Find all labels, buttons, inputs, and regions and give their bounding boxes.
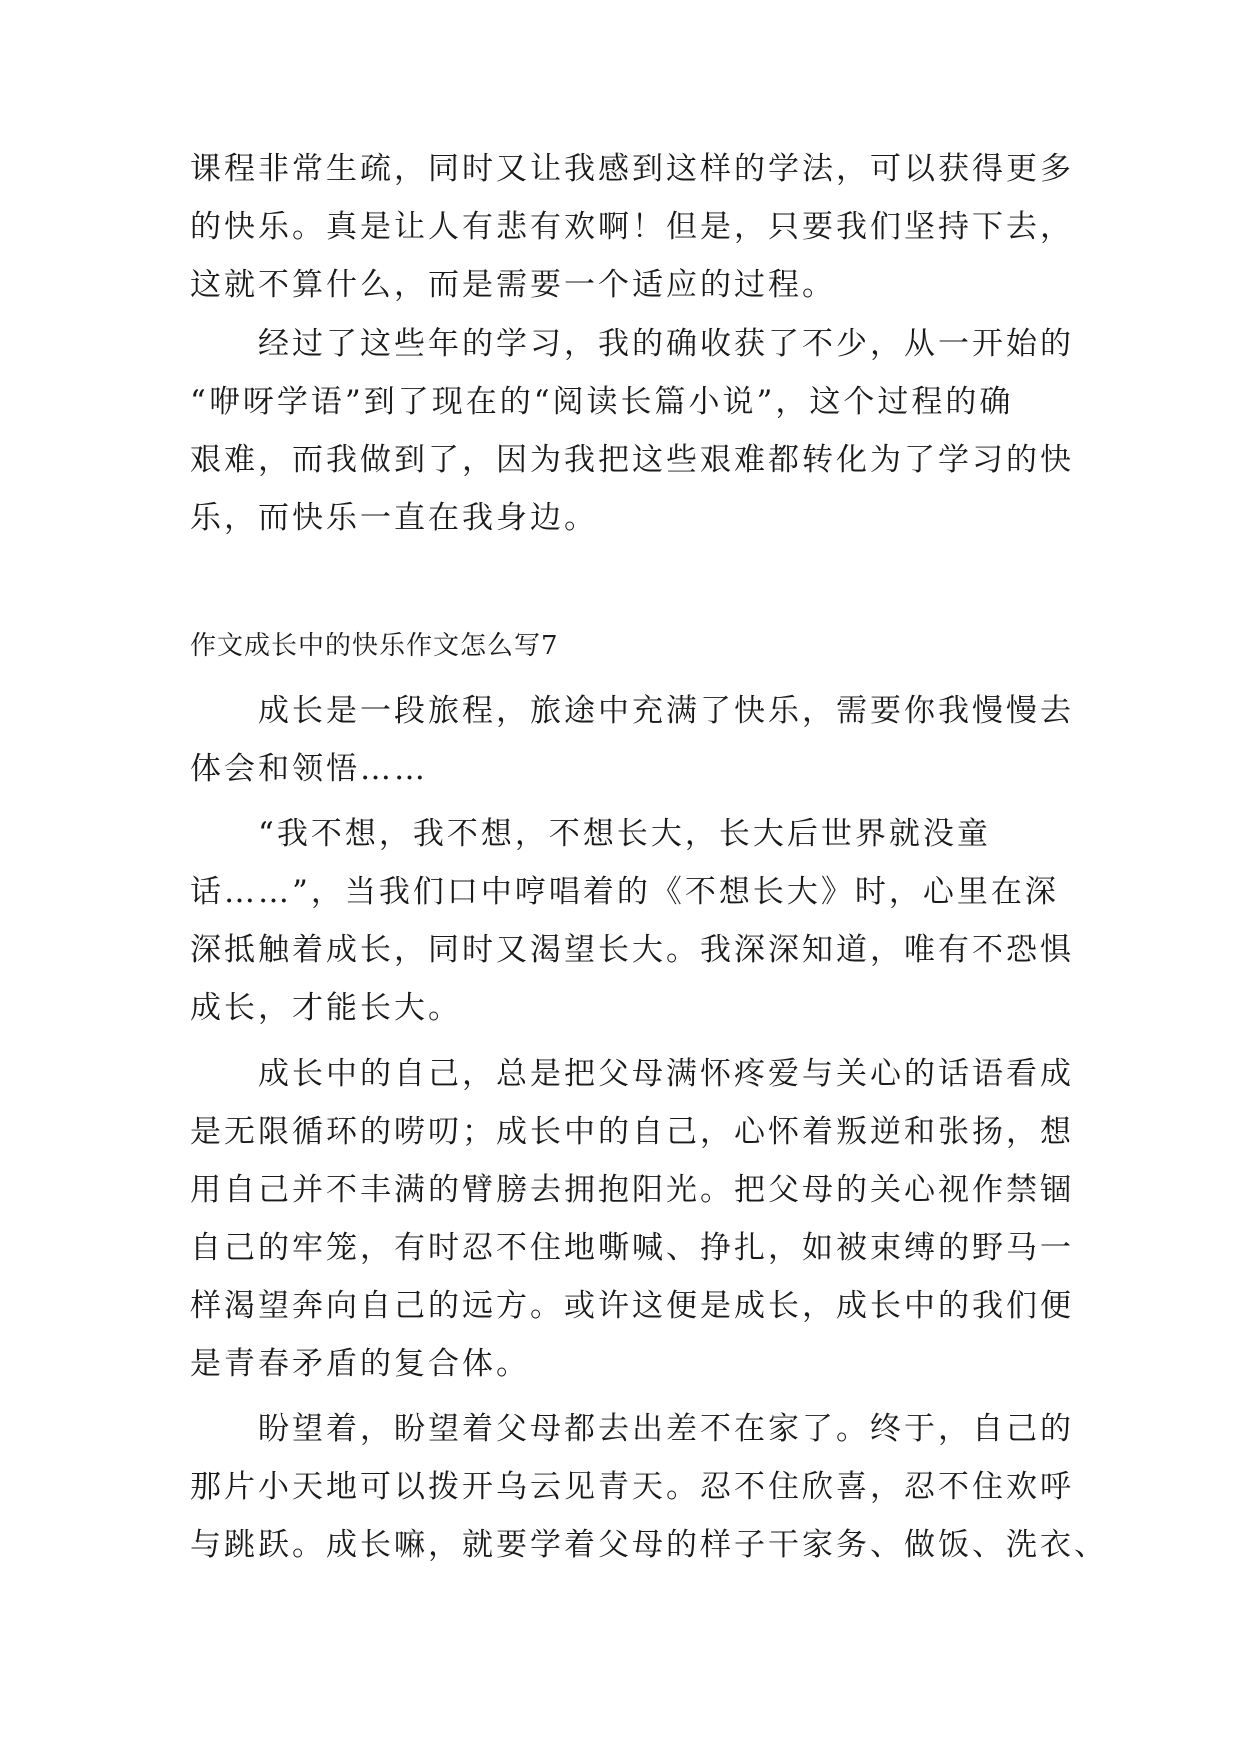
paragraph <box>190 315 1074 547</box>
text-line: 那片小天地可以拨开乌云见青天。忍不住欣喜，忍不住欢呼 <box>190 1469 1074 1505</box>
section-heading-block <box>190 617 1070 675</box>
paragraph <box>190 682 1074 798</box>
text-line: 用自己并不丰满的臂膀去拥抱阳光。把父母的关心视作禁锢 <box>190 1172 1074 1208</box>
text-line: 话……”，当我们口中哼唱着的《不想长大》时，心里在深 <box>190 874 1059 910</box>
text-line: 是无限循环的唠叨；成长中的自己，心怀着叛逆和张扬，想 <box>190 1114 1074 1150</box>
text-line: “咿呀学语”到了现在的“阅读长篇小说”，这个过程的确 <box>190 384 1014 420</box>
paragraph-continuation <box>190 140 1074 314</box>
text-line: 深抵触着成长，同时又渴望长大。我深深知道，唯有不恐惧 <box>190 932 1074 968</box>
paragraph <box>190 1045 1074 1393</box>
text-line: 的快乐。真是让人有悲有欢啊！但是，只要我们坚持下去， <box>190 209 1074 245</box>
text-line: 自己的牢笼，有时忍不住地嘶喊、挣扎，如被束缚的野马一 <box>190 1230 1074 1266</box>
text-line: 样渴望奔向自己的远方。或许这便是成长，成长中的我们便 <box>190 1288 1074 1324</box>
text-line: “我不想，我不想，不想长大，长大后世界就没童 <box>190 816 991 852</box>
text-line: 与跳跃。成长嘛，就要学着父母的样子干家务、做饭、洗衣、 <box>190 1527 1108 1563</box>
paragraph <box>190 805 1074 1037</box>
text-line: 体会和领悟…… <box>190 751 428 787</box>
text-line: 是青春矛盾的复合体。 <box>190 1346 530 1382</box>
text-line: 成长，才能长大。 <box>190 990 462 1026</box>
text-line: 盼望着，盼望着父母都去出差不在家了。终于，自己的 <box>190 1411 1074 1447</box>
text-line: 成长是一段旅程，旅途中充满了快乐，需要你我慢慢去 <box>190 693 1074 729</box>
text-line: 这就不算什么，而是需要一个适应的过程。 <box>190 267 836 303</box>
text-line: 艰难，而我做到了，因为我把这些艰难都转化为了学习的快 <box>190 442 1074 478</box>
text-line: 乐，而快乐一直在我身边。 <box>190 500 598 536</box>
text-line: 课程非常生疏，同时又让我感到这样的学法，可以获得更多 <box>190 151 1074 187</box>
paragraph <box>190 1400 1108 1574</box>
text-line: 成长中的自己，总是把父母满怀疼爱与关心的话语看成 <box>190 1056 1074 1092</box>
section-heading: 作文成长中的快乐作文怎么写7 <box>190 631 559 661</box>
text-line: 经过了这些年的学习，我的确收获了不少，从一开始的 <box>190 326 1074 362</box>
